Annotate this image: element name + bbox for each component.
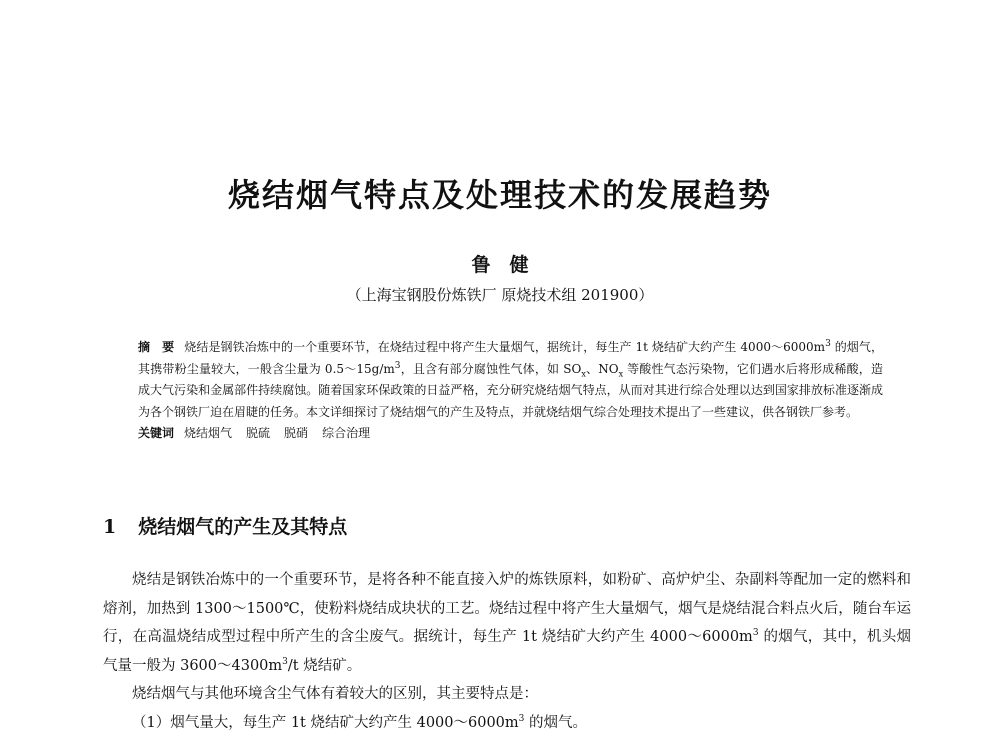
keyword: 烧结烟气: [184, 426, 232, 440]
paper-title: 烧结烟气特点及处理技术的发展趋势: [0, 170, 1000, 216]
keyword: 脱硫: [246, 426, 270, 440]
keywords-line: [138, 423, 883, 445]
superscript: 3: [519, 714, 525, 724]
text-run: 的烟气。: [524, 715, 587, 731]
body-text: [103, 566, 911, 737]
superscript: 3: [282, 657, 288, 667]
section-number: 1: [103, 516, 116, 538]
section-title: 烧结烟气的产生及其特点: [138, 516, 347, 538]
subscript: x: [619, 369, 624, 378]
section-heading: [103, 512, 347, 539]
abstract-label: 摘 要: [138, 340, 174, 354]
text-run: 烧结是钢铁冶炼中的一个重要环节，是将各种不能直接入炉的炼铁原料，如粉矿、高炉炉尘、杂副料等配加一定的燃料和熔剂，加热到 1300～1500℃，使粉料烧结成块状的工艺。烧结过程中将产生大量烟气，烟气是烧结混合料点火后，随台车运行，在高温烧结成型过程中所产生的含尘废气。据统计，每生产 1t 烧结矿大约产生 4000～6000m: [103, 572, 911, 645]
paragraph: 烧结烟气与其他环境含尘气体有着较大的区别，其主要特点是：: [103, 680, 911, 709]
abstract-block: [138, 337, 883, 445]
superscript: 3: [395, 361, 401, 371]
text-run: 的烟气，其中，机头烟气量一般为 3600～4300m: [103, 629, 911, 674]
superscript: 3: [825, 339, 831, 349]
abstract-part: 烧结是钢铁冶炼中的一个重要环节，在烧结过程中将产生大量烟气，据统计，每生产 1t 烧结矿大约产生 4000～6000m: [184, 340, 825, 354]
keyword: 脱硝: [284, 426, 308, 440]
text-run: /t 烧结矿。: [288, 658, 361, 674]
abstract-part: 、NO: [586, 362, 619, 376]
superscript: 3: [753, 628, 759, 638]
paragraph: [103, 566, 911, 680]
author-name: 鲁 健: [0, 250, 1000, 277]
paragraph: [103, 709, 911, 737]
keyword: 综合治理: [322, 426, 370, 440]
author-affiliation: （上海宝钢股份炼铁厂 原烧技术组 201900）: [0, 284, 1000, 305]
abstract-part: 的烟气，其携带粉尘量较大，一般含尘量为 0.5～15g/m: [138, 340, 883, 376]
keywords-label: 关键词: [138, 426, 174, 440]
subscript: x: [581, 369, 586, 378]
abstract-text: [138, 337, 883, 423]
abstract-part: 等酸性气态污染物，它们遇水后将形成稀酸，造成大气污染和金属部件持续腐蚀。随着国家环保政策的日益严格，充分研究烧结烟气特点，从而对其进行综合处理以达到国家排放标准逐渐成为各个钢铁厂迫在眉睫的任务。本文详细探讨了烧结烟气的产生及特点，并就烧结烟气综合处理技术提出了一些建议，供各钢铁厂参考。: [138, 362, 883, 419]
abstract-part: ，且含有部分腐蚀性气体，如 SO: [401, 362, 582, 376]
text-run: （1）烟气量大，每生产 1t 烧结矿大约产生 4000～6000m: [132, 715, 519, 731]
